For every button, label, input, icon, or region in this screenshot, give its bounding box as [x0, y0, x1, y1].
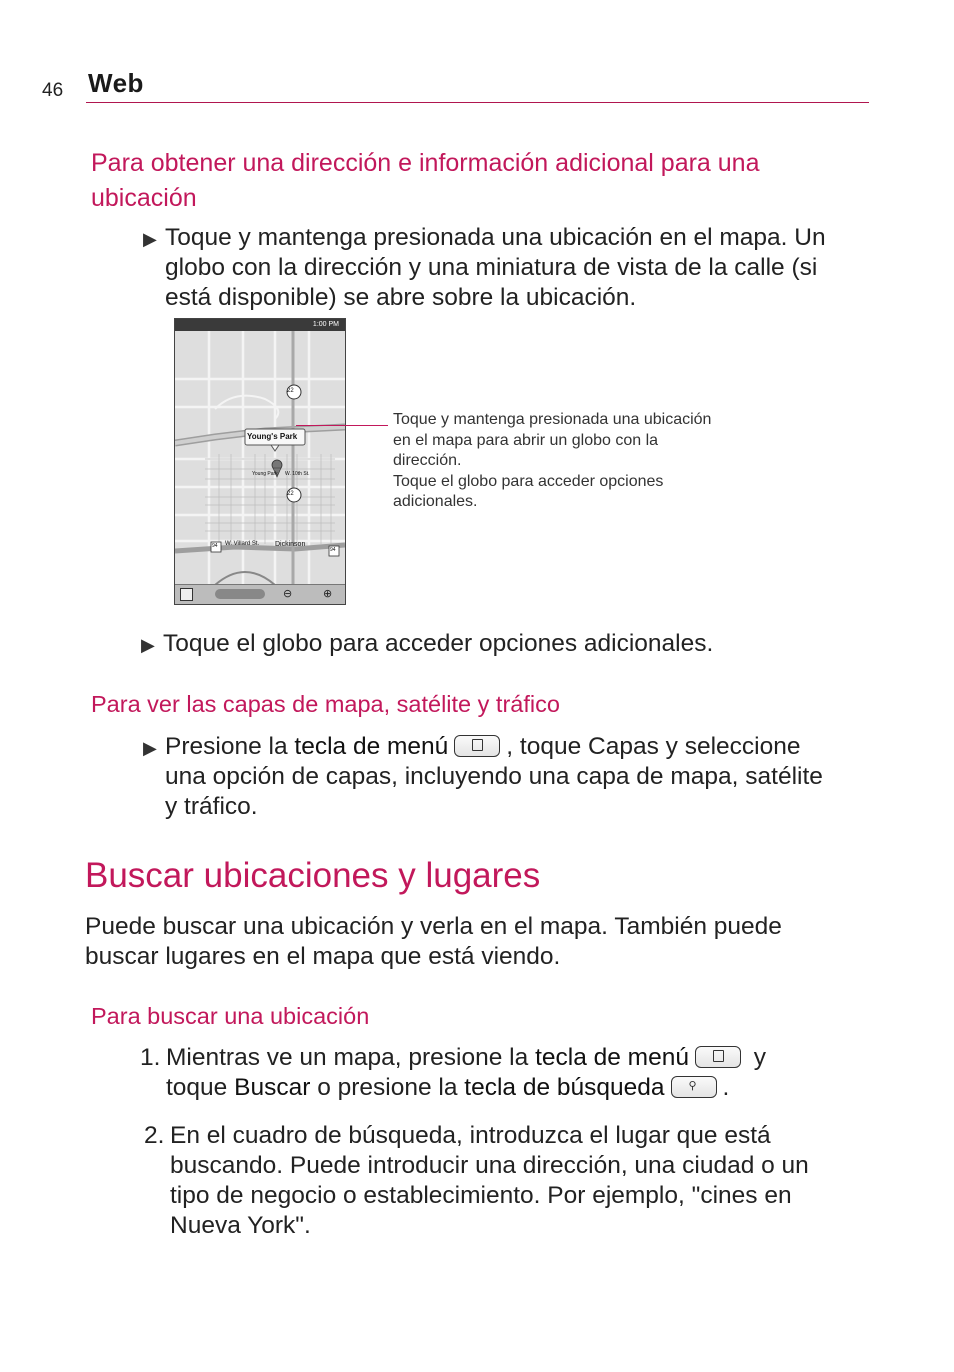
street-label: W. Villard St.	[225, 541, 260, 547]
section-header: Web	[88, 68, 144, 98]
text-line: una opción de capas, incluyendo una capa de mapa, satélite	[165, 763, 823, 790]
section-intro	[85, 912, 875, 972]
menu-key-icon	[454, 735, 500, 757]
zoom-out-icon: ⊖	[283, 588, 293, 600]
text-line: y tráfico.	[165, 793, 258, 820]
text-line: Toque el globo para acceder opciones adicionales.	[163, 630, 714, 657]
header-divider	[86, 102, 869, 103]
text-line: Puede buscar una ubicación y verla en el mapa. También puede	[85, 913, 782, 940]
subsection-title-layers: Para ver las capas de mapa, satélite y tráfico	[91, 691, 560, 717]
search-key-icon: ⚲	[671, 1076, 717, 1098]
page-number: 46	[42, 80, 64, 101]
street-label: Young Park	[252, 471, 278, 477]
menu-icon	[180, 588, 193, 601]
map-controls-bar	[175, 584, 345, 604]
step-number: 2.	[144, 1122, 165, 1149]
route-shield-label: 94	[330, 547, 336, 553]
navigation-arrows-icon	[215, 589, 265, 599]
text-line: En el cuadro de búsqueda, introduzca el lugar que está	[170, 1122, 771, 1149]
text-line: buscando. Puede introducir una dirección, una ciudad o un	[170, 1152, 809, 1179]
text-line	[166, 1073, 866, 1103]
text-line: Toque y mantenga presionada una ubicación en el mapa. Un	[165, 224, 826, 251]
figure-caption	[393, 410, 753, 513]
route-shield-label: 22	[287, 491, 294, 497]
text-line: tipo de negocio o establecimiento. Por ejemplo, "cines en	[170, 1182, 792, 1209]
bullet-item	[143, 223, 865, 313]
text-run: Presione la	[165, 733, 295, 760]
text-run: , toque Capas y seleccione	[506, 733, 801, 760]
step-number: 1.	[140, 1044, 161, 1071]
bullet-item	[141, 629, 863, 659]
balloon-label: Young's Park	[247, 432, 298, 441]
text-run: Mientras ve un mapa, presione la	[166, 1044, 536, 1071]
text-line	[166, 1043, 866, 1073]
zoom-in-icon: ⊕	[323, 588, 333, 600]
status-time: 1:00 PM	[312, 321, 339, 328]
caption-line: dirección.	[393, 452, 462, 469]
text-run: .	[722, 1074, 730, 1101]
text-line	[165, 732, 865, 762]
bullet-arrow-icon: ▶	[141, 635, 155, 655]
caption-line: adicionales.	[393, 493, 478, 510]
street-label: W. 10th St.	[285, 471, 310, 477]
text-line: buscar lugares en el mapa que está viendo.	[85, 943, 561, 970]
caption-line: Toque y mantenga presionada una ubicación	[393, 411, 712, 428]
map-screenshot	[174, 318, 346, 605]
map-graphic	[175, 319, 345, 604]
key-term: tecla de menú	[294, 733, 449, 760]
text-line: Nueva York".	[170, 1212, 311, 1239]
numbered-step-1	[140, 1043, 866, 1103]
bullet-arrow-icon: ▶	[143, 738, 157, 758]
numbered-step-2	[144, 1121, 870, 1241]
street-label: Dickinson	[275, 541, 306, 548]
callout-line	[296, 425, 388, 426]
bullet-item	[143, 732, 865, 822]
bullet-arrow-icon: ▶	[143, 229, 157, 249]
route-shield-label: 94	[212, 543, 218, 549]
text-run: toque	[166, 1074, 235, 1101]
route-shield-label: 22	[287, 388, 294, 394]
menu-key-icon	[695, 1046, 741, 1068]
key-term: tecla de búsqueda	[464, 1074, 665, 1101]
subsection-title-search: Para buscar una ubicación	[91, 1003, 370, 1029]
key-term: tecla de menú	[535, 1044, 689, 1071]
caption-line: Toque el globo para acceder opciones	[393, 472, 664, 490]
subsection-title-line: Para obtener una dirección e información adicional para una	[91, 149, 760, 177]
subsection-title-line: ubicación	[91, 184, 197, 212]
text-run: y	[746, 1044, 767, 1071]
text-line: globo con la dirección y una miniatura de vista de la calle (si	[165, 254, 818, 281]
key-term: Buscar	[234, 1074, 311, 1101]
text-line: está disponible) se abre sobre la ubicación.	[165, 284, 637, 311]
text-run: o presione la	[310, 1074, 465, 1101]
section-title: Buscar ubicaciones y lugares	[85, 856, 541, 895]
subsection-title-address	[91, 146, 759, 216]
caption-line: en el mapa para abrir un globo con la	[393, 431, 659, 449]
